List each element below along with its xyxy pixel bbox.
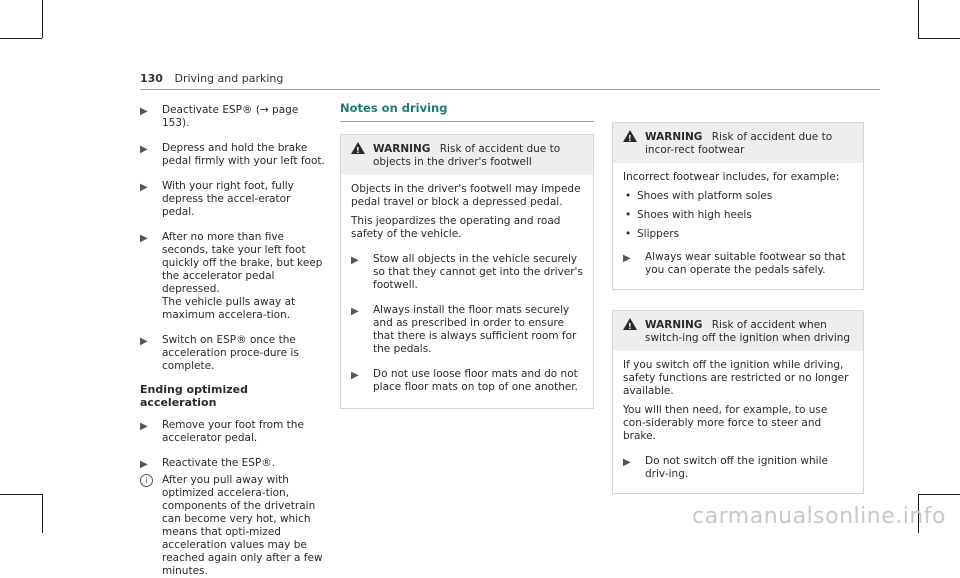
- subheading: Ending optimized acceleration: [140, 383, 248, 409]
- list-item: • Shoes with platform soles: [623, 190, 853, 203]
- crop-mark: [918, 494, 960, 495]
- section-heading: Notes on driving: [340, 101, 448, 115]
- crop-mark: [918, 0, 919, 38]
- warning-box: [612, 122, 864, 290]
- middle-column: [340, 102, 594, 409]
- step-arrow-icon: ▶: [140, 233, 148, 244]
- warning-header: [341, 135, 593, 175]
- list-item: • Shoes with high heels: [623, 209, 853, 222]
- crop-mark: [42, 0, 43, 38]
- instruction-step: ▶ Always install the floor mats securely and as prescribed in order to ensure that there is always sufficient room for the pedals.: [351, 304, 577, 355]
- warning-header: [613, 123, 863, 163]
- instruction-step: ▶ Remove your foot from the accelerator pedal.: [140, 419, 304, 444]
- warning-label: WARNING: [645, 319, 703, 331]
- instruction-step: ▶ With your right foot, fully depress the accel-erator pedal.: [140, 180, 294, 218]
- instruction-step: ▶ Stow all objects in the vehicle securely so that they cannot get into the driver's footwell.: [351, 253, 583, 291]
- warning-text: Risk of accident when switch-ing off the ignition when driving: [645, 319, 851, 344]
- warning-icon: [623, 318, 637, 330]
- page-header: [140, 72, 283, 85]
- instruction-step: ▶ Switch on ESP® once the acceleration proce-dure is complete.: [140, 334, 299, 372]
- crop-mark: [0, 38, 42, 39]
- warning-text: Risk of accident due to incor-rect footwear: [645, 131, 833, 156]
- warning-body: [341, 175, 593, 408]
- warning-header: [613, 311, 863, 351]
- section-rule: [340, 121, 594, 122]
- paragraph: Objects in the driver's footwell may impede pedal travel or block a depressed pedal.: [351, 183, 581, 208]
- info-icon: i: [140, 474, 153, 487]
- info-note: i After you pull away with optimized accelera-tion, components of the drivetrain can become very hot, which means that opti-mized acceleration values may be reached again only after a few minutes.: [140, 474, 325, 578]
- list-item: • Slippers: [623, 228, 853, 241]
- step-arrow-icon: ▶: [351, 370, 359, 381]
- crop-mark: [0, 494, 42, 495]
- step-arrow-icon: ▶: [351, 255, 359, 266]
- paragraph: This jeopardizes the operating and road safety of the vehicle.: [351, 215, 561, 240]
- section-title: Driving and parking: [174, 72, 284, 85]
- step-arrow-icon: ▶: [140, 144, 148, 155]
- step-arrow-icon: ▶: [623, 253, 631, 264]
- bullet-list: [623, 190, 853, 241]
- instruction-step: ▶ Reactivate the ESP®.: [140, 457, 276, 470]
- instruction-step: ▶ Do not switch off the ignition while driv-ing.: [623, 455, 828, 480]
- step-arrow-icon: ▶: [351, 306, 359, 317]
- left-column: [140, 104, 325, 578]
- instruction-step: ▶ After no more than five seconds, take your left foot quickly off the brake, but keep the accelerator pedal depressed. The vehicle pulls away at maximum accelera-tion.: [140, 231, 323, 321]
- right-column: [612, 122, 864, 494]
- step-arrow-icon: ▶: [140, 182, 148, 193]
- step-arrow-icon: ▶: [623, 457, 631, 468]
- warning-icon: [623, 130, 637, 142]
- warning-box: [612, 310, 864, 494]
- watermark: carmanualsonline.info: [692, 504, 946, 529]
- header-rule: [140, 89, 880, 90]
- warning-body: [613, 351, 863, 493]
- instruction-step: ▶ Do not use loose floor mats and do not place floor mats on top of one another.: [351, 368, 579, 393]
- warning-icon: [351, 142, 365, 154]
- warning-box: [340, 134, 594, 409]
- instruction-step: ▶ Deactivate ESP® (→ page 153).: [140, 104, 299, 129]
- warning-body: [613, 163, 863, 289]
- page-number: 130: [140, 72, 163, 85]
- paragraph: Incorrect footwear includes, for example:: [623, 171, 840, 183]
- paragraph: You will then need, for example, to use con-siderably more force to steer and brake.: [623, 404, 828, 442]
- warning-label: WARNING: [645, 131, 703, 143]
- warning-text: Risk of accident due to objects in the driver's footwell: [373, 143, 561, 168]
- step-arrow-icon: ▶: [140, 336, 148, 347]
- step-arrow-icon: ▶: [140, 106, 148, 117]
- crop-mark: [918, 38, 960, 39]
- step-arrow-icon: ▶: [140, 459, 148, 470]
- warning-label: WARNING: [373, 143, 431, 155]
- paragraph: If you switch off the ignition while driving, safety functions are restricted or no longer available.: [623, 359, 849, 397]
- instruction-step: ▶ Depress and hold the brake pedal firmly with your left foot.: [140, 142, 325, 167]
- crop-mark: [42, 494, 43, 533]
- instruction-step: ▶ Always wear suitable footwear so that you can operate the pedals safely.: [623, 251, 846, 276]
- step-arrow-icon: ▶: [140, 421, 148, 432]
